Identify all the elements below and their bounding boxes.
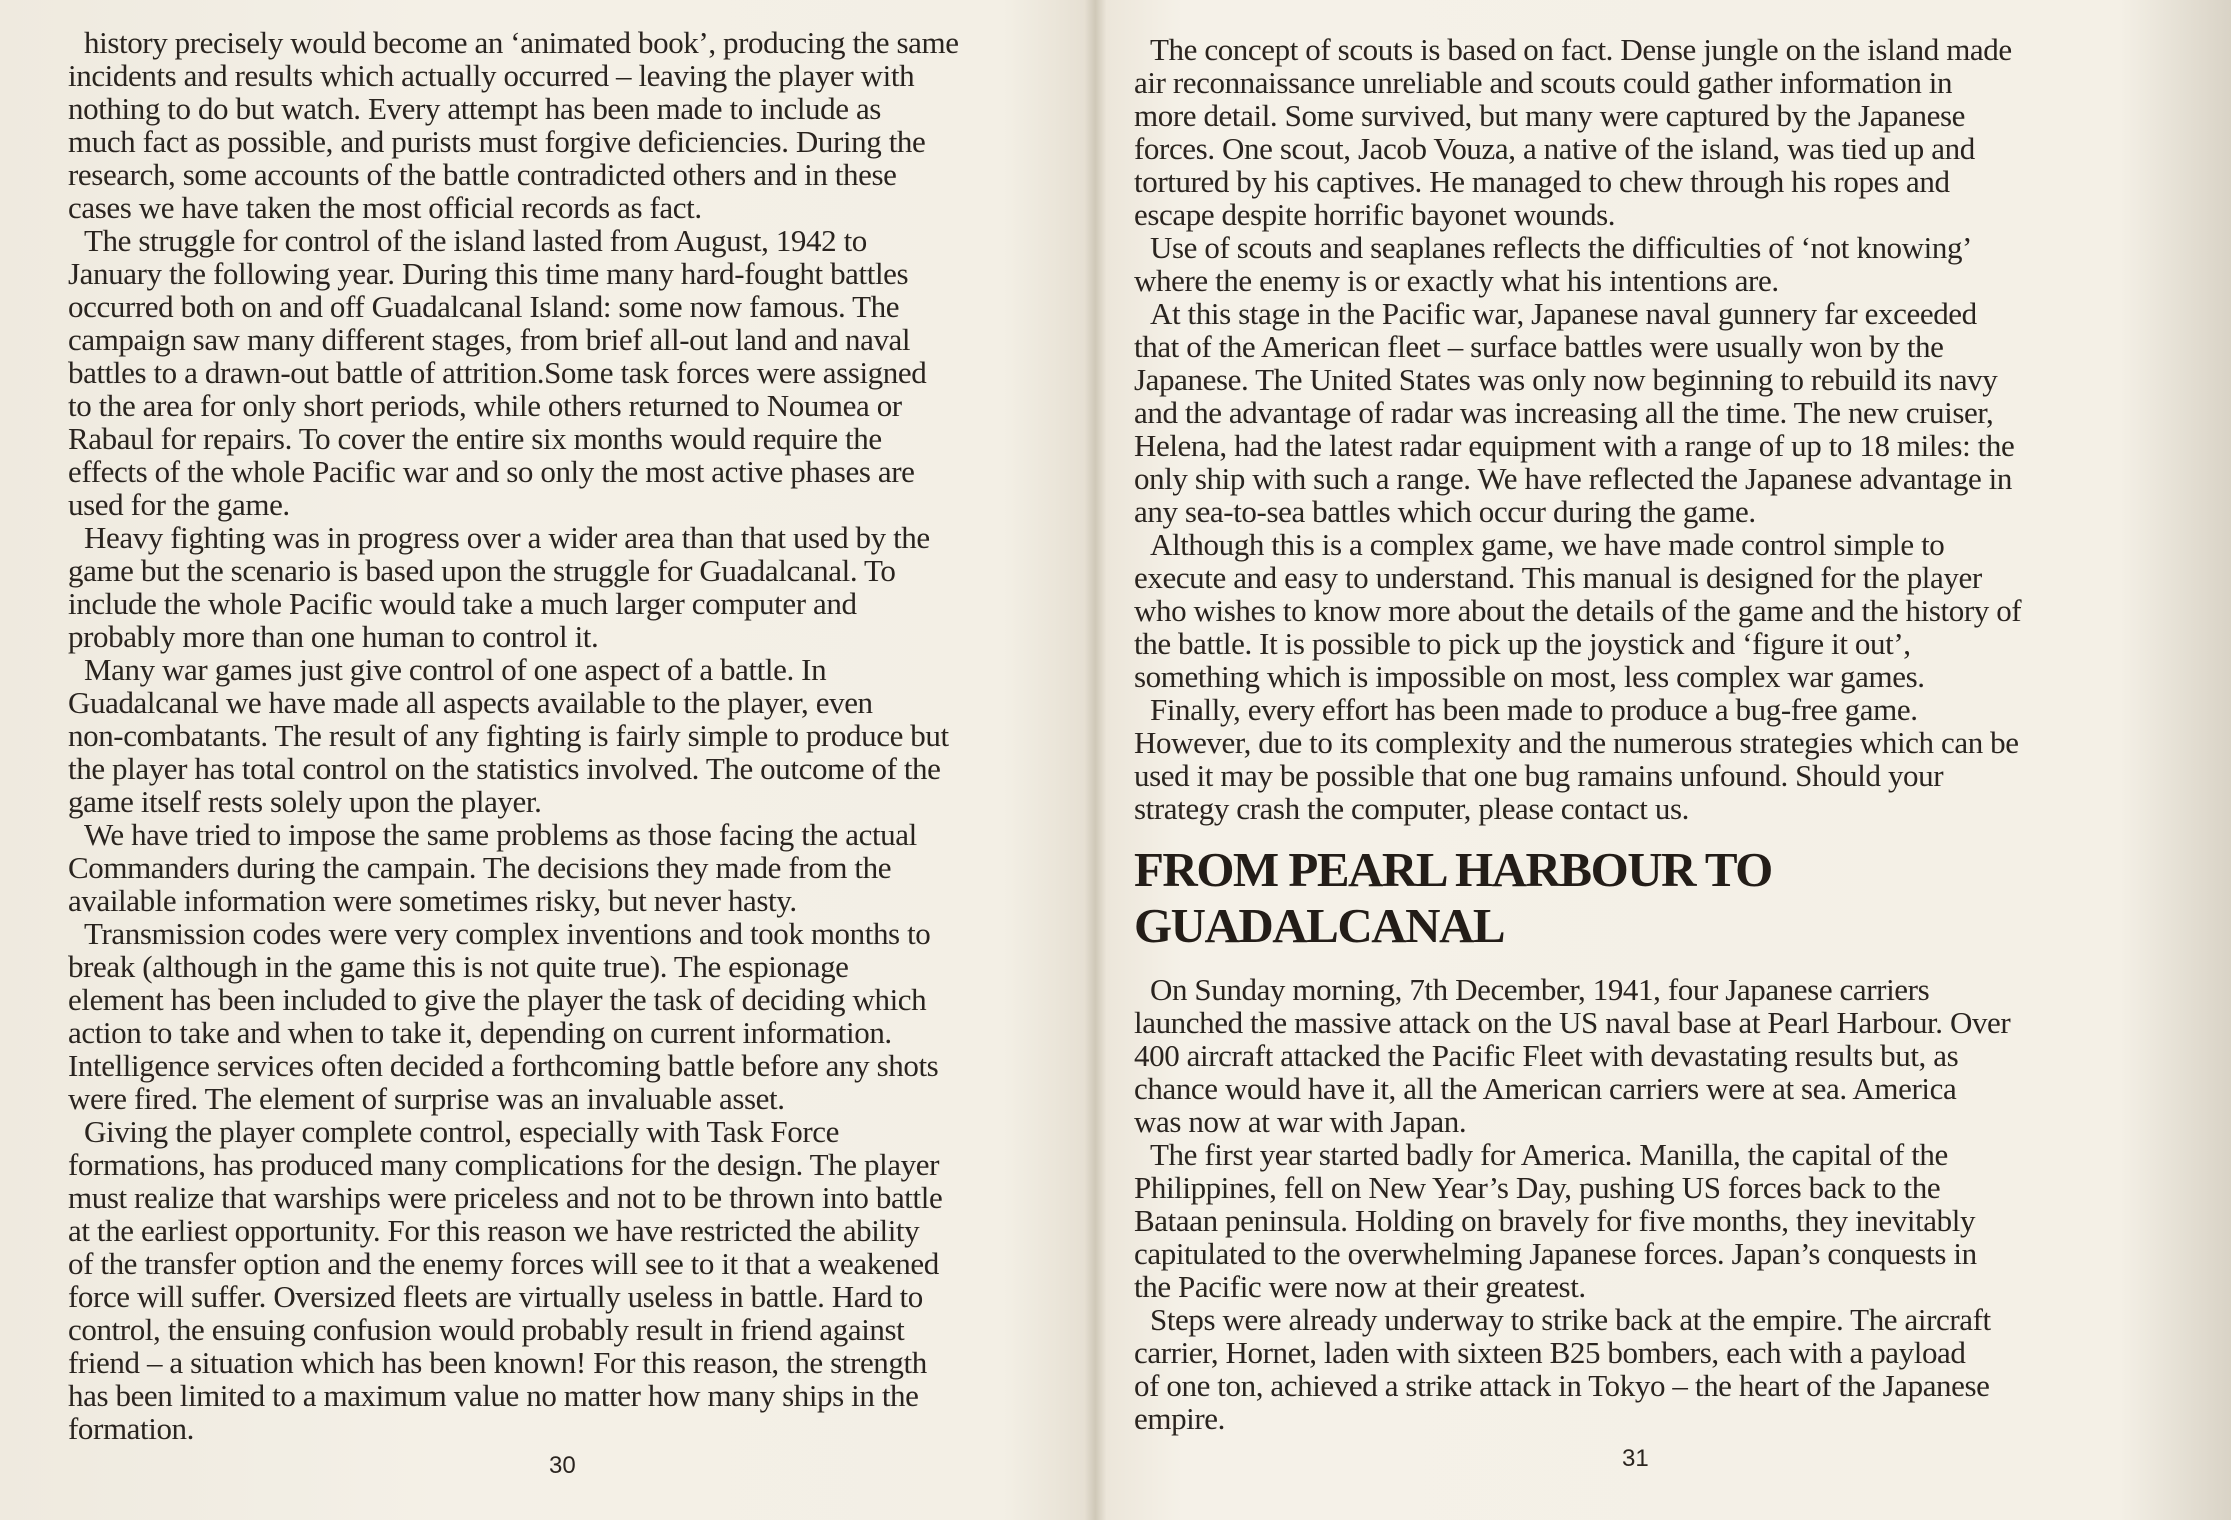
text-line: were fired. The element of surprise was an invaluable asset. <box>68 1081 785 1116</box>
text-line: chance would have it, all the American carriers were at sea. America <box>1134 1071 1957 1106</box>
text-line: the battle. It is possible to pick up the joystick and ‘figure it out’, <box>1134 626 1911 661</box>
heading-line: FROM PEARL HARBOUR TO <box>1134 842 1772 897</box>
text-line: Finally, every effort has been made to produce a bug-free game. <box>1150 692 1918 727</box>
text-line: control, the ensuing confusion would probably result in friend against <box>68 1312 905 1347</box>
text-line: Steps were already underway to strike back at the empire. The aircraft <box>1150 1302 1991 1337</box>
text-line: occurred both on and off Guadalcanal Island: some now famous. The <box>68 289 900 324</box>
text-line: game but the scenario is based upon the struggle for Guadalcanal. To <box>68 553 896 588</box>
text-line: Although this is a complex game, we have made control simple to <box>1150 527 1945 562</box>
text-line: battles to a drawn-out battle of attrition.Some task forces were assigned <box>68 355 927 390</box>
text-line: at the earliest opportunity. For this reason we have restricted the ability <box>68 1213 920 1248</box>
text-line: include the whole Pacific would take a much larger computer and <box>68 586 857 621</box>
text-line: has been limited to a maximum value no matter how many ships in the <box>68 1378 919 1413</box>
text-line: any sea-to-sea battles which occur during the game. <box>1134 494 1756 529</box>
text-line: The struggle for control of the island lasted from August, 1942 to <box>84 223 867 258</box>
text-line: used for the game. <box>68 487 290 522</box>
text-line: much fact as possible, and purists must forgive deficiencies. During the <box>68 124 926 159</box>
text-line: history precisely would become an ‘animated book’, producing the same <box>84 25 959 60</box>
text-line: Transmission codes were very complex inventions and took months to <box>84 916 931 951</box>
text-line: 400 aircraft attacked the Pacific Fleet with devastating results but, as <box>1134 1038 1959 1073</box>
text-line: friend – a situation which has been known! For this reason, the strength <box>68 1345 927 1380</box>
paragraph <box>68 521 959 653</box>
text-line: action to take and when to take it, depending on current information. <box>68 1015 892 1050</box>
paragraph <box>1134 33 2021 231</box>
paragraph <box>1134 1303 2010 1435</box>
left-page-body <box>68 26 959 1445</box>
text-line: used it may be possible that one bug ramains unfound. Should your <box>1134 758 1944 793</box>
paragraph <box>68 26 959 224</box>
text-line: execute and easy to understand. This manual is designed for the player <box>1134 560 1982 595</box>
page-number: 30 <box>549 1452 576 1479</box>
text-line: of one ton, achieved a strike attack in Tokyo – the heart of the Japanese <box>1134 1368 1990 1403</box>
text-line: more detail. Some survived, but many were captured by the Japanese <box>1134 98 1965 133</box>
text-line: the player has total control on the statistics involved. The outcome of the <box>68 751 941 786</box>
text-line: Japanese. The United States was only now beginning to rebuild its navy <box>1134 362 1998 397</box>
text-line: On Sunday morning, 7th December, 1941, four Japanese carriers <box>1150 972 1930 1007</box>
text-line: carrier, Hornet, laden with sixteen B25 bombers, each with a payload <box>1134 1335 1966 1370</box>
paragraph <box>1134 1138 2010 1303</box>
text-line: who wishes to know more about the details of the game and the history of <box>1134 593 2022 628</box>
right-page-body-bottom <box>1134 973 2010 1435</box>
text-line: something which is impossible on most, less complex war games. <box>1134 659 1925 694</box>
text-line: element has been included to give the player the task of deciding which <box>68 982 927 1017</box>
text-line: Intelligence services often decided a forthcoming battle before any shots <box>68 1048 939 1083</box>
text-line: available information were sometimes risky, but never hasty. <box>68 883 797 918</box>
text-line: At this stage in the Pacific war, Japanese naval gunnery far exceeded <box>1150 296 1977 331</box>
text-line: escape despite horrific bayonet wounds. <box>1134 197 1616 232</box>
text-line: game itself rests solely upon the player. <box>68 784 542 819</box>
right-page <box>1134 0 2144 1520</box>
text-line: Giving the player complete control, especially with Task Force <box>84 1114 839 1149</box>
text-line: Helena, had the latest radar equipment with a range of up to 18 miles: the <box>1134 428 2015 463</box>
heading-line: GUADALCANAL <box>1134 898 1505 953</box>
paragraph <box>68 818 959 917</box>
right-page-body-top <box>1134 33 2021 825</box>
paragraph <box>1134 693 2021 825</box>
text-line: tortured by his captives. He managed to chew through his ropes and <box>1134 164 1950 199</box>
paragraph <box>68 1115 959 1445</box>
text-line: empire. <box>1134 1401 1226 1436</box>
text-line: was now at war with Japan. <box>1134 1104 1467 1139</box>
text-line: capitulated to the overwhelming Japanese forces. Japan’s conquests in <box>1134 1236 1977 1271</box>
paragraph <box>68 653 959 818</box>
text-line: We have tried to impose the same problems as those facing the actual <box>84 817 917 852</box>
text-line: the Pacific were now at their greatest. <box>1134 1269 1586 1304</box>
text-line: incidents and results which actually occurred – leaving the player with <box>68 58 915 93</box>
text-line: Rabaul for repairs. To cover the entire six months would require the <box>68 421 882 456</box>
text-line: effects of the whole Pacific war and so only the most active phases are <box>68 454 915 489</box>
text-line: research, some accounts of the battle contradicted others and in these <box>68 157 897 192</box>
text-line: formation. <box>68 1411 194 1446</box>
text-line: must realize that warships were priceless and not to be thrown into battle <box>68 1180 943 1215</box>
text-line: The first year started badly for America. Manilla, the capital of the <box>1150 1137 1948 1172</box>
paragraph <box>1134 231 2021 297</box>
text-line: and the advantage of radar was increasing all the time. The new cruiser, <box>1134 395 1994 430</box>
text-line: However, due to its complexity and the numerous strategies which can be <box>1134 725 2019 760</box>
text-line: Heavy fighting was in progress over a wider area than that used by the <box>84 520 930 555</box>
paragraph <box>1134 528 2021 693</box>
text-line: of the transfer option and the enemy forces will see to it that a weakened <box>68 1246 939 1281</box>
text-line: only ship with such a range. We have reflected the Japanese advantage in <box>1134 461 2012 496</box>
text-line: The concept of scouts is based on fact. Dense jungle on the island made <box>1150 32 2012 67</box>
text-line: break (although in the game this is not quite true). The espionage <box>68 949 849 984</box>
paragraph <box>68 917 959 1115</box>
text-line: to the area for only short periods, while others returned to Noumea or <box>68 388 902 423</box>
text-line: Philippines, fell on New Year’s Day, pushing US forces back to the <box>1134 1170 1941 1205</box>
paragraph <box>1134 297 2021 528</box>
section-heading <box>1134 842 1772 954</box>
text-line: nothing to do but watch. Every attempt has been made to include as <box>68 91 881 126</box>
text-line: probably more than one human to control it. <box>68 619 599 654</box>
paragraph <box>68 224 959 521</box>
text-line: that of the American fleet – surface battles were usually won by the <box>1134 329 1944 364</box>
text-line: force will suffer. Oversized fleets are virtually useless in battle. Hard to <box>68 1279 923 1314</box>
text-line: Use of scouts and seaplanes reflects the difficulties of ‘not knowing’ <box>1150 230 1972 265</box>
text-line: cases we have taken the most official records as fact. <box>68 190 702 225</box>
text-line: campaign saw many different stages, from brief all-out land and naval <box>68 322 911 357</box>
text-line: where the enemy is or exactly what his intentions are. <box>1134 263 1779 298</box>
text-line: strategy crash the computer, please contact us. <box>1134 791 1689 826</box>
text-line: Commanders during the campain. The decisions they made from the <box>68 850 892 885</box>
text-line: Guadalcanal we have made all aspects available to the player, even <box>68 685 873 720</box>
text-line: air reconnaissance unreliable and scouts could gather information in <box>1134 65 1953 100</box>
left-page <box>68 0 1068 1520</box>
text-line: forces. One scout, Jacob Vouza, a native of the island, was tied up and <box>1134 131 1975 166</box>
paragraph <box>1134 973 2010 1138</box>
page-number: 31 <box>1622 1445 1649 1472</box>
text-line: launched the massive attack on the US naval base at Pearl Harbour. Over <box>1134 1005 2011 1040</box>
text-line: January the following year. During this time many hard-fought battles <box>68 256 909 291</box>
text-line: Bataan peninsula. Holding on bravely for five months, they inevitably <box>1134 1203 1976 1238</box>
text-line: Many war games just give control of one aspect of a battle. In <box>84 652 827 687</box>
text-line: formations, has produced many complications for the design. The player <box>68 1147 940 1182</box>
text-line: non-combatants. The result of any fighting is fairly simple to produce but <box>68 718 949 753</box>
